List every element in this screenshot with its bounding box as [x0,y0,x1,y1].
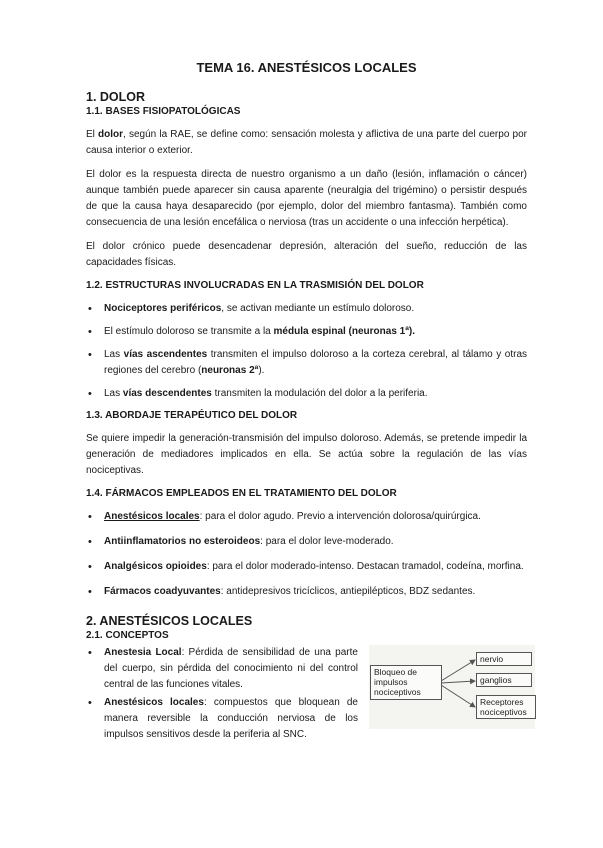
structures-list [86,301,527,402]
blockade-diagram [369,645,535,729]
section-1-4-heading: 1.4. FÁRMACOS EMPLEADOS EN EL TRATAMIENTO DEL DOLOR [86,488,397,499]
paragraph-abordaje: Se quiere impedir la generación-transmisión del impulso doloroso. Además, se pretende impedir la generación de mediadores implicados en ella. Se actúa sobre la regulación de las vías nociceptivas. [86,433,527,476]
list-item: • Anestesia Local: Pérdida de sensibilidad de una parte del cuerpo, sin pérdida del conocimiento ni del control central de las funciones vitales. [86,645,358,693]
drugs-list [86,509,527,600]
arrow-to-nervio [441,660,475,681]
paragraph-dolor-cronico: El dolor crónico puede desencadenar depresión, alteración del sueño, reducción de las capacidades físicas. [86,241,527,268]
section-1-3-heading: 1.3. ABORDAJE TERAPÉUTICO DEL DOLOR [86,410,298,421]
section-2-heading: 2. ANESTÉSICOS LOCALES [86,614,253,628]
paragraph-dolor-definition: El dolor, según la RAE, se define como: sensación molesta y aflictiva de una parte del cuerpo por causa interior o exterior. [86,129,527,156]
document-title: TEMA 16. ANESTÉSICOS LOCALES [196,60,417,75]
arrow-to-ganglios [441,681,475,683]
section-1-2-heading: 1.2. ESTRUCTURAS INVOLUCRADAS EN LA TRASMISIÓN DEL DOLOR [86,280,424,291]
list-item: • Analgésicos opioides: para el dolor moderado-intenso. Destacan tramadol, codeína, morfina. [86,559,527,575]
list-item: • Nociceptores periféricos, se activan mediante un estímulo doloroso. [86,301,527,317]
diagram-target-ganglios: ganglios [476,673,532,687]
diagram-target-nervio: nervio [476,652,532,666]
arrow-to-receptores [441,685,475,707]
concepts-block [86,645,527,743]
list-item: • Las vías ascendentes transmiten el impulso doloroso a la corteza cerebral, al tálamo y otras regiones del cerebro (neuronas 2ª). [86,347,527,379]
section-1-1-heading: 1.1. BASES FISIOPATOLÓGICAS [86,106,241,117]
paragraph-dolor-response: El dolor es la respuesta directa de nuestro organismo a un daño (lesión, inflamación o cáncer) aunque también puede aparecer sin causa aparente (neuralgia del trigémino) o persistir después de que la causa haya desaparecido (por ejemplo, dolor del miembro fantasma). También como consecuencia de una lesión encefálica o nerviosa (tras un accidente o una infección herpética). [86,169,527,228]
list-item: • Fármacos coadyuvantes: antidepresivos tricíclicos, antiepilépticos, BDZ sedantes. [86,584,527,600]
document-page [86,60,527,750]
concepts-list [86,645,358,743]
diagram-target-receptores: Receptores nociceptivos [476,695,536,719]
list-item: • El estímulo doloroso se transmite a la médula espinal (neuronas 1ª). [86,324,527,340]
section-2-1-heading: 2.1. CONCEPTOS [86,630,169,641]
list-item: • Anestésicos locales: compuestos que bloquean de manera reversible la conducción nerviosa de los impulsos sensitivos desde la periferia al SNC. [86,695,358,743]
list-item: • Las vías descendentes transmiten la modulación del dolor a la periferia. [86,386,527,402]
list-item: • Anestésicos locales: para el dolor agudo. Previo a intervención dolorosa/quirúrgica. [86,509,527,525]
section-1-heading: 1. DOLOR [86,90,146,104]
list-item: • Antiinflamatorios no esteroideos: para el dolor leve-moderado. [86,534,527,550]
diagram-source-box: Bloqueo de impulsos nociceptivos [370,665,442,700]
